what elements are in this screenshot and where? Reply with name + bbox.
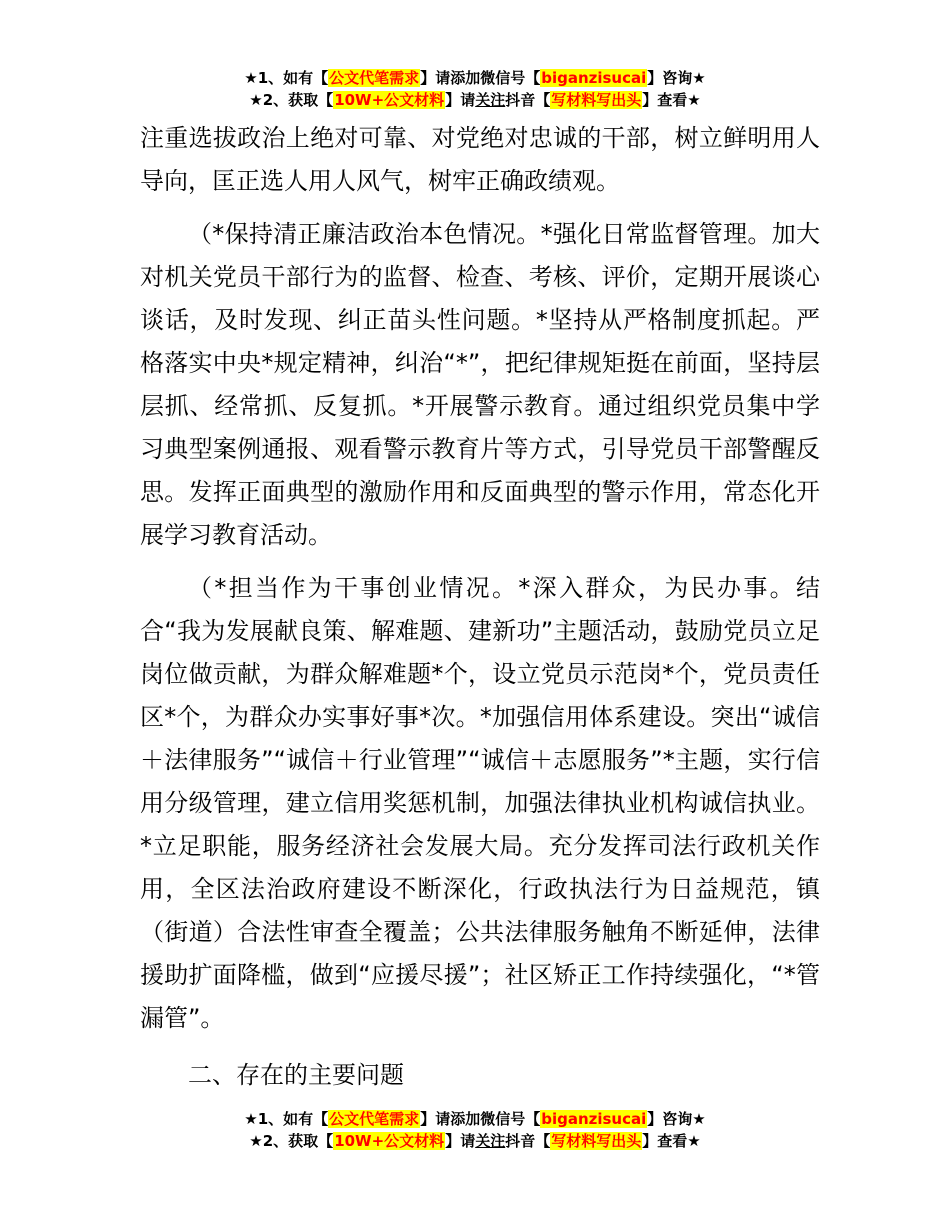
paragraph-1: 注重选拔政治上绝对可靠、对党绝对忠诚的干部，树立鲜明用人导向，匡正选人用人风气，树牢正确政绩观。: [140, 124, 820, 195]
top-banner: [0, 67, 950, 111]
banner-highlight-wechat: biganzisucai: [541, 1110, 647, 1128]
banner-text: 】咨询★: [647, 69, 706, 87]
banner-line-2: [0, 89, 950, 111]
banner-text: 】请添加微信号【: [420, 69, 541, 87]
banner-text: 】请: [445, 91, 476, 109]
banner-text: 】请添加微信号【: [420, 1110, 541, 1128]
banner-text: 抖音【: [505, 1132, 551, 1150]
paragraph-3: （*担当作为干事创业情况。*深入群众，为民办事。结合“我为发展献良策、解难题、建新功”主题活动，鼓励党员立足岗位做贡献，为群众解难题*个，设立党员示范岗*个，党员责任区*个，为群众办实事好事*次。*加强信用体系建设。突出“诚信＋法律服务”“诚信＋行业管理”“诚信＋志愿服务”*主题，实行信用分级管理，建立信用奖惩机制，加强法律执业机构诚信执业。*立足职能，服务经济社会发展大局。充分发挥司法行政机关作用，全区法治政府建设不断深化，行政执法行为日益规范，镇（街道）合法性审查全覆盖；公共法律服务触角不断延伸，法律援助扩面降槛，做到“应援尽援”；社区矫正工作持续强化，“*管漏管”。: [140, 574, 820, 1032]
banner-line-2: [0, 1130, 950, 1152]
banner-text: ★2、获取【: [249, 1132, 334, 1150]
banner-highlight-douyin: 写材料写出头: [551, 91, 642, 109]
banner-text: 】查看★: [642, 91, 701, 109]
banner-line-1: [0, 67, 950, 89]
banner-text: ★1、如有【: [244, 1110, 329, 1128]
bottom-banner: [0, 1108, 950, 1152]
banner-highlight: 公文代笔需求: [329, 69, 420, 87]
banner-text: 】查看★: [642, 1132, 701, 1150]
banner-text: 】请: [445, 1132, 476, 1150]
document-body: [140, 117, 820, 1097]
banner-text: 抖音【: [505, 91, 551, 109]
paragraph-2: （*保持清正廉洁政治本色情况。*强化日常监督管理。加大对机关党员干部行为的监督、检查、考核、评价，定期开展谈心谈话，及时发现、纠正苗头性问题。*坚持从严格制度抓起。严格落实中央*规定精神，纠治“*”，把纪律规矩挺在前面，坚持层层抓、经常抓、反复抓。*开展警示教育。通过组织党员集中学习典型案例通报、观看警示教育片等方式，引导党员干部警醒反思。发挥正面典型的激励作用和反面典型的警示作用，常态化开展学习教育活动。: [140, 220, 820, 549]
banner-text: ★2、获取【: [249, 91, 334, 109]
banner-highlight: 公文代笔需求: [329, 1110, 420, 1128]
banner-text: ★1、如有【: [244, 69, 329, 87]
banner-underlined: 关注: [475, 91, 506, 109]
banner-text: 】咨询★: [647, 1110, 706, 1128]
banner-highlight: 10W+公文材料: [334, 1132, 445, 1150]
banner-highlight: 10W+公文材料: [334, 91, 445, 109]
banner-highlight-wechat: biganzisucai: [541, 69, 647, 87]
banner-highlight-douyin: 写材料写出头: [551, 1132, 642, 1150]
banner-underlined: 关注: [475, 1132, 506, 1150]
section-heading: 二、存在的主要问题: [188, 1061, 404, 1089]
banner-line-1: [0, 1108, 950, 1130]
